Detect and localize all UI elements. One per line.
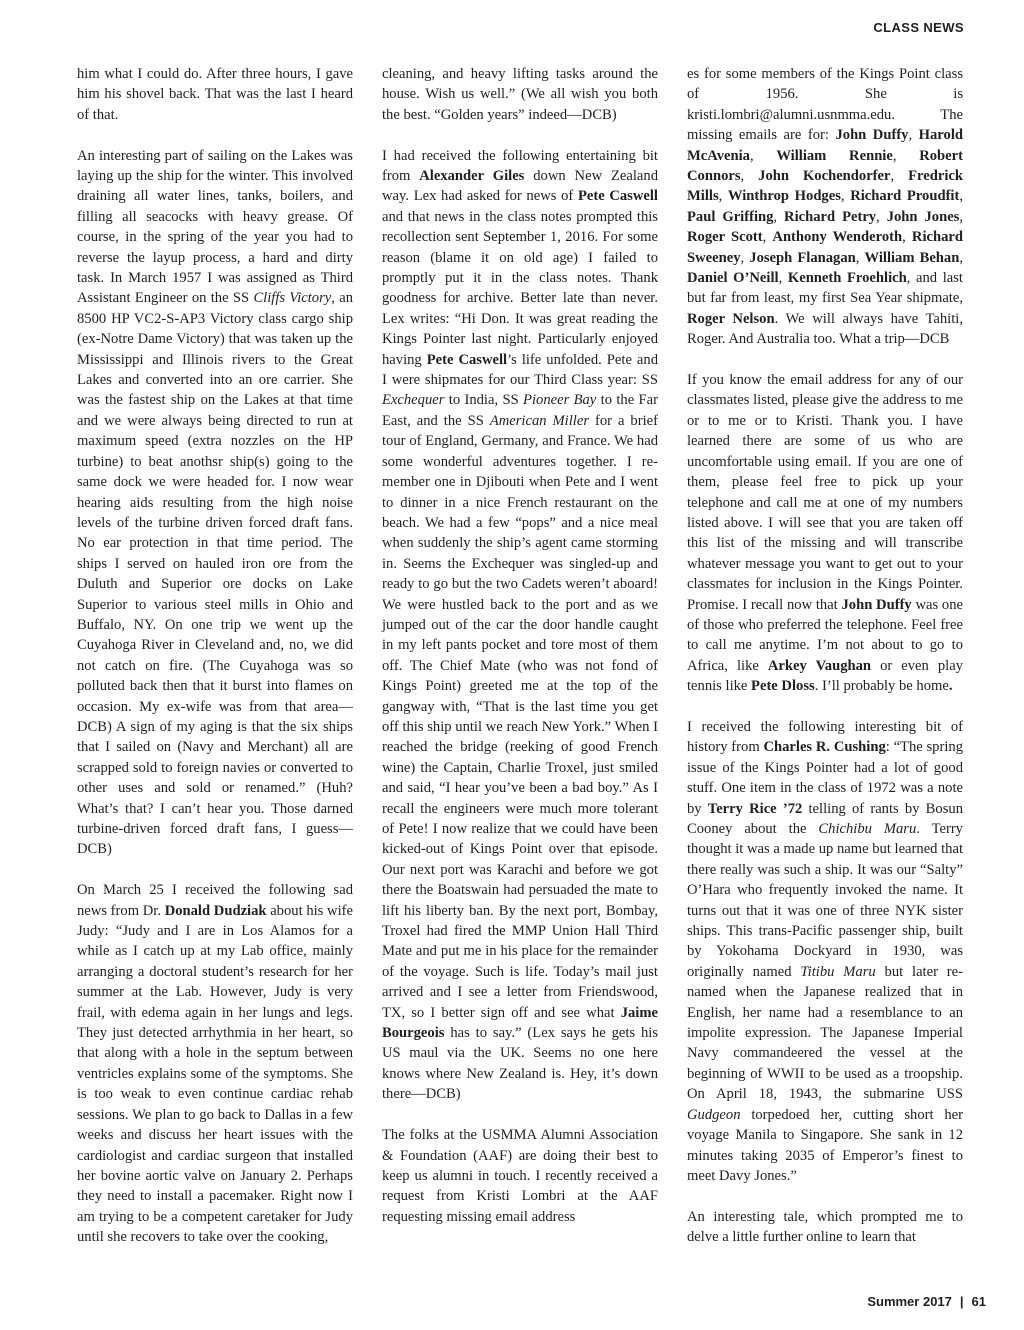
text-run: . We will always have Tahiti, Roger. And Australia too. What a trip—DCB: [687, 310, 963, 348]
classmate-name: Alexander Giles: [419, 168, 525, 185]
section-header: CLASS NEWS: [873, 20, 964, 35]
ship-name: American Miller: [489, 412, 590, 429]
paragraph: [77, 64, 353, 125]
text-run: ,: [959, 208, 964, 225]
classmate-name: Richard Petry: [784, 208, 877, 225]
text-run: ,: [855, 249, 865, 266]
classmate-name: Roger Nelson: [687, 310, 775, 327]
text-run: ,: [773, 208, 785, 225]
ship-name: Exchequer: [382, 392, 445, 409]
classmate-name: Robert Connors: [687, 147, 963, 185]
text-run: ,: [876, 208, 887, 225]
text-run: ,: [840, 188, 851, 205]
text-run: about his wife Judy: “Judy and I are in Los Alamos for a while as I catch up at my Lab office, mainly arranging a doctoral student’s research for her summer at the Lab. However, Judy is very frail, with edema again in her lungs and legs. They just detected arrhythmia in her heart, so that along with a hole in the septum between ventricles explains some of the symptoms. She is too weak to even continue cardiac rehab sessions. We plan to go back to Dallas in a few weeks and discuss her heart issues with the cardiologist and cardiac surgeon that installed her bovine aortic valve on January 2. Perhaps they need to install a pacemaker. Right now I am trying to be a competent caretaker for Judy until she recovers to take over the cooking,: [77, 902, 353, 1246]
text-run: down New Zealand way. Lex had asked for news of: [382, 168, 658, 205]
classmate-name: Pete Caswell: [426, 351, 508, 368]
page-footer: [867, 1294, 986, 1309]
footer-separator: |: [959, 1294, 964, 1309]
paragraph: [77, 146, 353, 860]
classmate-name: Paul Griffing: [687, 208, 774, 225]
text-run: An interesting tale, which prompted me to delve a little further online to learn that: [687, 1208, 963, 1246]
text-run: ,: [959, 249, 963, 266]
text-run: ,: [740, 168, 759, 185]
text-run: es for some members of the Kings Point class of 1956. She is kristi.lombri@alumni.usnmma.edu. The missing emails are for:: [687, 66, 963, 144]
ship-name: Cliffs Victory: [253, 290, 332, 307]
classmate-name: Donald Dudziak: [164, 902, 267, 919]
paragraph: [77, 880, 353, 1247]
text-run: for a brief tour of England, Germany, and France. We had some wonderful adventures together. I remember one in Djibouti when Pete and I went to dinner in a nice French restaurant on the beach. We had a few “pops” and a nice meal when suddenly the ship’s agent came storming in. Seems the Exchequer was singled-up and ready to go but the two Cadets weren’t aboard! We were hustled back to the port and as we jumped out of the car the door handle caught in my left pants pocket and tore most of them off. The Chief Mate (who was not fond of Kings Point) greeted me at the top of the gangway with, “That is the last time you get off this ship until we reach New York.” When I reached the bridge (reeking of good French wine) the Captain, Charlie Troxel, just smiled and said, “I hear you’ve been a bad boy.” As I recall the engineers were much more tolerant of Pete! I now realize that we could have been kicked-out of Kings Point over that episode. Our next port was Karachi and before we got there the Boatswain had persuaded the mate to lift his liberty ban. By the next port, Bombay, Troxel had fired the MMP Union Hall Third Mate and put me in his place for the remainder of the voyage. Such is life. Today’s mail just arrived and I see a letter from Friendswood, TX, so I better sign off and see what: [382, 412, 658, 1021]
classmate-name: William Behan: [864, 249, 960, 266]
text-run: ,: [740, 249, 750, 266]
paragraph: [382, 1125, 658, 1227]
paragraph: [687, 1207, 963, 1248]
classmate-name: John Jones: [886, 208, 960, 225]
text-run: to the Far East, and the SS: [382, 392, 658, 429]
page-number: 61: [971, 1294, 986, 1309]
classmate-name: Kenneth Froehlich: [787, 270, 907, 287]
classmate-name: John Kochendorfer: [758, 168, 891, 185]
text-run: ,: [892, 147, 920, 164]
text-run: but later re-named when the Japanese realized that in English, her name had a resemblance to an impolite expression. The Japanese Imperial Navy commandeered the vessel at the beginning of WWII to be used as a troopship. On April 18, 1943, the submarine USS: [687, 963, 963, 1103]
text-run: . I’ll probably be home: [814, 678, 949, 695]
paragraph: [687, 717, 963, 1186]
text-column-3: [687, 64, 963, 1248]
classmate-name: .: [948, 678, 953, 695]
classmate-name: Fredrick Mills: [687, 168, 963, 205]
classmate-name: John Duffy: [841, 596, 912, 613]
ship-name: Pioneer Bay: [523, 392, 597, 409]
text-run: An interesting part of sailing on the Lakes was laying up the ship for the winter. This involved draining all water lines, tanks, boilers, and filling all seacocks with heavy grease. Of course, in the spring of the year you had to reverse the layup process, a hard and dirty task. In March 1957 I was assigned as Third Assistant Engineer on the SS: [77, 147, 353, 307]
classmate-name: John Duffy: [835, 127, 909, 144]
classmate-name: Harold McAvenia: [687, 127, 963, 164]
classmate-name: Terry Rice ’72: [707, 800, 803, 817]
text-run: The folks at the USMMA Alumni Association & Foundation (AAF) are doing their best to keep us alumni in touch. I recently received a request from Kristi Lombri at the AAF requesting missing email address: [382, 1127, 658, 1225]
text-column-2: [382, 64, 658, 1227]
classmate-name: Roger Scott: [687, 229, 763, 246]
classmate-name: Pete Caswell: [577, 188, 658, 205]
text-run: ’s life unfolded. Pete and I were shipmates for our Third Class year: SS: [382, 351, 658, 389]
text-run: ,: [959, 188, 963, 205]
classmate-name: Anthony Wenderoth: [772, 229, 903, 246]
classmate-name: Pete Dloss: [751, 678, 815, 695]
text-run: , an 8500 HP VC2-S-AP3 Victory class cargo ship (ex-Notre Dame Victory) that was taken up the Mississippi and Illinois rivers to the Great Lakes and converted into an ore carrier. She was the fastest ship on the Lakes at that time and we were always being directed to run at maximum speed (extra nozzles on the HP turbine) to beat anothsr ship(s) going to the same dock we were headed for. I now wear hearing aids resulting from the high noise levels of the turbine driven forced draft fans. No ear protection in that time period. The ships I served on hauled iron ore from the Duluth and Superior ore docks on Lake Superior to various steel mills in Ohio and Buffalo, NY. On one trip we went up the Cuyahoga River in Cleveland and, no, we did not catch on fire. (The Cuyahoga was so polluted back then that it burst into flames on occasion. My ex-wife was from that area—DCB) A sign of my aging is that the six ships that I sailed on (Navy and Merchant) all are scrapped sold to foreign navies or converted to other uses and sold or renamed.” (Huh? What’s that? I can’t hear you. Those darned turbine-driven forced draft fans, I guess—DCB): [77, 290, 354, 858]
paragraph: [687, 370, 963, 697]
text-run: If you know the email address for any of our classmates listed, please give the address to me or to me or to Kristi. Thank you. I have learned there are some of us who are uncomfortable using email. If you are one of them, please feel free to pick up your telephone and call me at one of my numbers listed above. I will see that you are taken off this list of the missing and will transcribe whatever message you want to get out to your classmates for inclusion in the Kings Pointer. Promise. I recall now that: [687, 372, 963, 613]
text-run: ,: [908, 127, 919, 144]
classmate-name: William Rennie: [776, 147, 893, 164]
classmate-name: Jaime Bourgeois: [382, 1004, 658, 1042]
text-run: or even play tennis like: [687, 657, 963, 695]
text-run: ,: [890, 168, 909, 185]
text-run: ,: [762, 229, 773, 246]
classmate-name: Arkey Vaughan: [767, 657, 872, 674]
ship-name: Chichibu Maru: [818, 821, 917, 837]
classmate-name: Winthrop Hodges: [727, 188, 841, 205]
text-run: him what I could do. After three hours, I gave him his shovel back. That was the last I heard of that.: [77, 66, 353, 123]
text-run: ,: [902, 229, 912, 246]
text-run: torpedoed her, cutting short her voyage Manila to Singapore. She sank in 12 minutes taking 2035 of Emperor’s finest to meet Davy Jones.”: [687, 1106, 963, 1184]
text-run: . Terry thought it was a made up name but learned that there really was such a ship. It was our “Salty” O’Hara who frequently invoked the name. It turns out that it was one of three NYK sister ships. This trans-Pacific passenger ship, built by Yokohama Dockyard in 1930, was originally named: [687, 821, 963, 980]
classmate-name: Daniel O’Neill: [687, 270, 779, 287]
text-run: ,: [718, 188, 728, 205]
ship-name: Gudgeon: [687, 1106, 741, 1123]
text-run: has to say.” (Lex says he gets his US maul via the UK. Seems no one here knows where New Zealand is. Hey, it’s down there—DCB): [382, 1025, 658, 1103]
classmate-name: Charles R. Cushing: [763, 739, 886, 756]
text-run: ,: [749, 147, 777, 164]
text-run: was one of those who preferred the telephone. Feel free to call me anytime. I’m not about to go to Africa, like: [687, 596, 963, 674]
ship-name: Titibu Maru: [800, 963, 876, 980]
text-run: On March 25 I received the following sad news from Dr.: [77, 882, 353, 919]
text-run: I had received the following entertaining bit from: [382, 147, 658, 185]
paragraph: [687, 64, 963, 350]
classmate-name: Joseph Flanagan: [749, 249, 856, 266]
text-run: , and last but far from least, my first Sea Year shipmate,: [687, 270, 963, 307]
text-run: : “The spring issue of the Kings Pointer had a lot of good stuff. One item in the class of 1972 was a note by: [687, 739, 963, 817]
paragraph: [382, 146, 658, 1105]
paragraph: [382, 64, 658, 125]
text-run: cleaning, and heavy lifting tasks around the house. Wish us well.” (We all wish you both the best. “Golden years” indeed—DCB): [382, 66, 658, 123]
text-column-1: [77, 64, 353, 1248]
text-run: to India, SS: [444, 392, 524, 409]
classmate-name: Richard Proudfit: [850, 188, 960, 205]
classmate-name: Richard Sweeney: [687, 229, 963, 266]
text-run: and that news in the class notes prompted this recollection sent September 1, 2016. For some reason (blame it on old age) I failed to promptly put it in the class notes. Thank goodness for archive. Better late than never. Lex writes: “Hi Don. It was great reading the Kings Pointer last night. Particularly enjoyed having: [382, 208, 658, 368]
text-run: telling of rants by Bosun Cooney about the: [687, 800, 963, 837]
text-run: ,: [778, 270, 788, 287]
text-run: I received the following interesting bit of history from: [687, 718, 963, 756]
issue-label: Summer 2017: [867, 1294, 952, 1309]
